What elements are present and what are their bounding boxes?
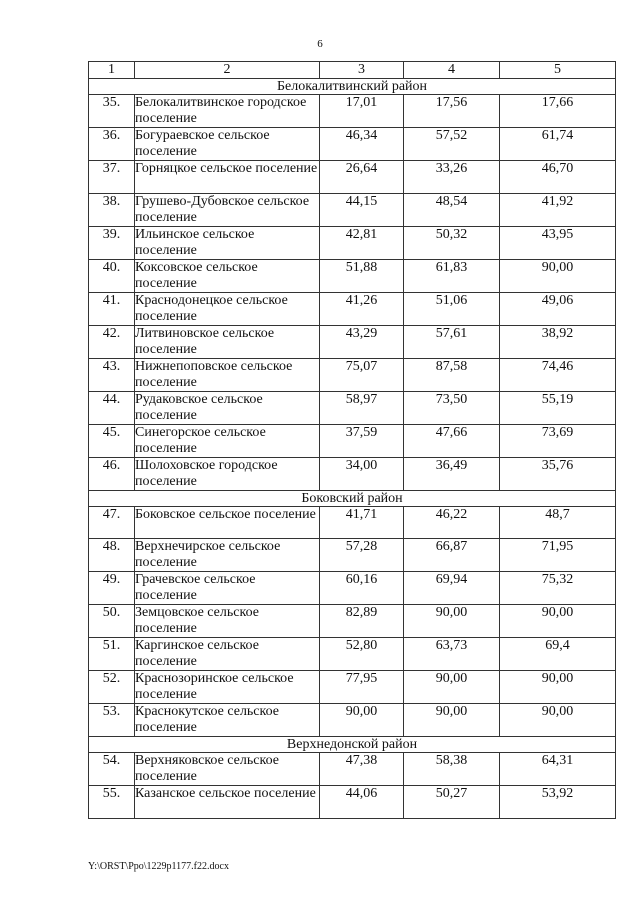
column-header: 3 [320, 62, 404, 79]
row-number: 38. [89, 193, 135, 226]
row-number: 39. [89, 226, 135, 259]
settlement-name: Верхнечирское сельское поселение [135, 539, 320, 572]
value-col-4: 50,32 [404, 226, 500, 259]
column-header: 5 [500, 62, 616, 79]
value-col-5: 41,92 [500, 193, 616, 226]
value-col-3: 75,07 [320, 358, 404, 391]
value-col-4: 63,73 [404, 638, 500, 671]
value-col-4: 61,83 [404, 259, 500, 292]
value-col-5: 43,95 [500, 226, 616, 259]
value-col-3: 17,01 [320, 95, 404, 128]
table-row [89, 161, 616, 194]
value-col-3: 43,29 [320, 325, 404, 358]
column-header: 4 [404, 62, 500, 79]
settlement-name: Земцовское сельское поселение [135, 605, 320, 638]
value-col-5: 74,46 [500, 358, 616, 391]
settlement-name: Ильинское сельское поселение [135, 226, 320, 259]
row-number: 44. [89, 391, 135, 424]
column-header: 1 [89, 62, 135, 79]
settlement-name: Боковское сельское поселение [135, 506, 320, 539]
value-col-5: 53,92 [500, 786, 616, 819]
value-col-5: 61,74 [500, 128, 616, 161]
value-col-3: 60,16 [320, 572, 404, 605]
value-col-3: 37,59 [320, 424, 404, 457]
row-number: 42. [89, 325, 135, 358]
value-col-4: 90,00 [404, 704, 500, 737]
row-number: 40. [89, 259, 135, 292]
table-row [89, 539, 616, 572]
settlement-name: Белокалитвинское городское поселение [135, 95, 320, 128]
value-col-5: 46,70 [500, 161, 616, 194]
value-col-5: 75,32 [500, 572, 616, 605]
table-row [89, 193, 616, 226]
table-row [89, 457, 616, 490]
table-row [89, 506, 616, 539]
row-number: 36. [89, 128, 135, 161]
settlement-name: Каргинское сельское поселение [135, 638, 320, 671]
value-col-5: 35,76 [500, 457, 616, 490]
row-number: 55. [89, 786, 135, 819]
table-row [89, 753, 616, 786]
value-col-5: 90,00 [500, 671, 616, 704]
settlement-name: Казанское сельское поселение [135, 786, 320, 819]
value-col-4: 90,00 [404, 671, 500, 704]
settlement-name: Шолоховское городское поселение [135, 457, 320, 490]
table-body [89, 62, 616, 819]
value-col-3: 41,26 [320, 292, 404, 325]
value-col-5: 71,95 [500, 539, 616, 572]
settlement-name: Краснозоринское сельское поселение [135, 671, 320, 704]
row-number: 53. [89, 704, 135, 737]
section-row [89, 737, 616, 753]
row-number: 45. [89, 424, 135, 457]
value-col-3: 47,38 [320, 753, 404, 786]
value-col-4: 66,87 [404, 539, 500, 572]
value-col-5: 90,00 [500, 704, 616, 737]
section-row [89, 490, 616, 506]
value-col-3: 51,88 [320, 259, 404, 292]
table-row [89, 671, 616, 704]
value-col-5: 48,7 [500, 506, 616, 539]
value-col-4: 47,66 [404, 424, 500, 457]
section-title: Боковский район [89, 490, 616, 506]
value-col-4: 33,26 [404, 161, 500, 194]
section-title: Белокалитвинский район [89, 79, 616, 95]
row-number: 49. [89, 572, 135, 605]
table-row [89, 572, 616, 605]
value-col-5: 17,66 [500, 95, 616, 128]
row-number: 50. [89, 605, 135, 638]
settlement-name: Коксовское сельское поселение [135, 259, 320, 292]
value-col-3: 44,15 [320, 193, 404, 226]
table-row [89, 605, 616, 638]
section-row [89, 79, 616, 95]
value-col-3: 52,80 [320, 638, 404, 671]
value-col-4: 87,58 [404, 358, 500, 391]
value-col-3: 41,71 [320, 506, 404, 539]
value-col-3: 34,00 [320, 457, 404, 490]
table-row [89, 292, 616, 325]
row-number: 52. [89, 671, 135, 704]
value-col-4: 17,56 [404, 95, 500, 128]
settlement-name: Богураевское сельское поселение [135, 128, 320, 161]
value-col-3: 42,81 [320, 226, 404, 259]
value-col-4: 57,61 [404, 325, 500, 358]
settlement-name: Горняцкое сельское поселение [135, 161, 320, 194]
row-number: 46. [89, 457, 135, 490]
value-col-5: 90,00 [500, 259, 616, 292]
row-number: 35. [89, 95, 135, 128]
column-header: 2 [135, 62, 320, 79]
value-col-5: 38,92 [500, 325, 616, 358]
row-number: 37. [89, 161, 135, 194]
settlement-name: Рудаковское сельское поселение [135, 391, 320, 424]
section-title: Верхнедонской район [89, 737, 616, 753]
value-col-4: 73,50 [404, 391, 500, 424]
value-col-4: 58,38 [404, 753, 500, 786]
value-col-5: 64,31 [500, 753, 616, 786]
row-number: 47. [89, 506, 135, 539]
value-col-5: 49,06 [500, 292, 616, 325]
row-number: 43. [89, 358, 135, 391]
settlement-name: Верхняковское сельское поселение [135, 753, 320, 786]
table-header-row [89, 62, 616, 79]
settlement-name: Грушево-Дубовское сельское поселение [135, 193, 320, 226]
value-col-5: 69,4 [500, 638, 616, 671]
row-number: 41. [89, 292, 135, 325]
value-col-4: 57,52 [404, 128, 500, 161]
value-col-3: 44,06 [320, 786, 404, 819]
page-number: 6 [317, 38, 323, 50]
value-col-3: 46,34 [320, 128, 404, 161]
file-path-footer: Y:\ORST\Ppo\1229p1177.f22.docx [88, 861, 229, 872]
table-row [89, 325, 616, 358]
table-row [89, 704, 616, 737]
table-row [89, 358, 616, 391]
table-row [89, 424, 616, 457]
settlement-name: Синегорское сельское поселение [135, 424, 320, 457]
value-col-5: 73,69 [500, 424, 616, 457]
value-col-3: 57,28 [320, 539, 404, 572]
value-col-3: 82,89 [320, 605, 404, 638]
table-row [89, 786, 616, 819]
data-table [88, 61, 616, 819]
value-col-3: 77,95 [320, 671, 404, 704]
value-col-5: 55,19 [500, 391, 616, 424]
table-row [89, 226, 616, 259]
table-row [89, 638, 616, 671]
value-col-4: 36,49 [404, 457, 500, 490]
row-number: 54. [89, 753, 135, 786]
settlement-name: Краснокутское сельское поселение [135, 704, 320, 737]
value-col-3: 58,97 [320, 391, 404, 424]
row-number: 51. [89, 638, 135, 671]
value-col-5: 90,00 [500, 605, 616, 638]
table-row [89, 128, 616, 161]
settlement-name: Литвиновское сельское поселение [135, 325, 320, 358]
value-col-4: 90,00 [404, 605, 500, 638]
value-col-4: 69,94 [404, 572, 500, 605]
value-col-4: 51,06 [404, 292, 500, 325]
value-col-4: 50,27 [404, 786, 500, 819]
value-col-3: 90,00 [320, 704, 404, 737]
settlement-name: Грачевское сельское поселение [135, 572, 320, 605]
value-col-4: 46,22 [404, 506, 500, 539]
settlement-name: Краснодонецкое сельское поселение [135, 292, 320, 325]
table-row [89, 259, 616, 292]
value-col-3: 26,64 [320, 161, 404, 194]
settlement-name: Нижнепоповское сельское поселение [135, 358, 320, 391]
row-number: 48. [89, 539, 135, 572]
value-col-4: 48,54 [404, 193, 500, 226]
table-row [89, 95, 616, 128]
table-row [89, 391, 616, 424]
